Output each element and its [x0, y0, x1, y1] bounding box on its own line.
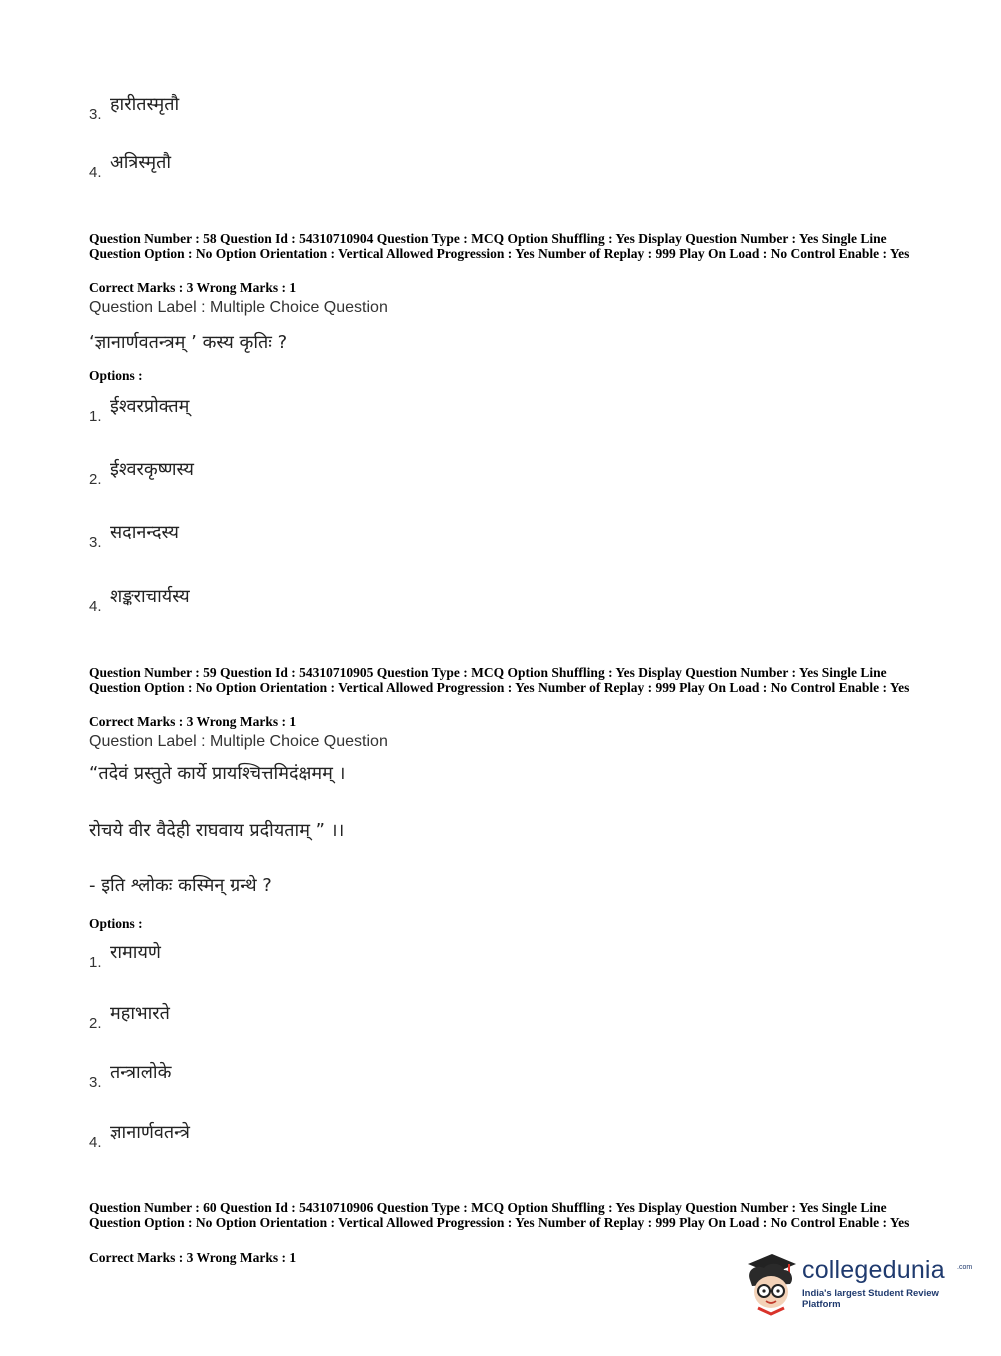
option-number: 3.	[89, 534, 102, 551]
q58-marks: Correct Marks : 3 Wrong Marks : 1	[89, 280, 297, 295]
mascot-icon	[742, 1250, 800, 1316]
option-text: रामायणे	[110, 942, 161, 963]
option-text: ज्ञानार्णवतन्त्रे	[110, 1122, 190, 1143]
q60-marks: Correct Marks : 3 Wrong Marks : 1	[89, 1250, 297, 1265]
option-text: तन्त्रालोके	[110, 1062, 172, 1083]
option-text: सदानन्दस्य	[110, 522, 179, 543]
q59-question-line-2: रोचये वीर वैदेही राघवाय प्रदीयताम् ” ।।	[89, 820, 345, 841]
option-text: महाभारते	[110, 1003, 170, 1024]
q59-question-line-3: - इति श्लोकः कस्मिन् ग्रन्थे ?	[89, 875, 272, 896]
q59-question-line-1: “तदेवं प्रस्तुते कार्ये प्रायश्चित्तमिदंक्षमम् ।	[89, 763, 346, 784]
option-text: अत्रिस्मृतौ	[110, 152, 172, 173]
option-number: 2.	[89, 471, 102, 488]
q59-options-heading: Options :	[89, 916, 143, 931]
collegedunia-logo	[742, 1250, 972, 1316]
q58-options-heading: Options :	[89, 368, 143, 383]
option-number: 3.	[89, 1074, 102, 1091]
option-number: 4.	[89, 598, 102, 615]
q60-metadata: Question Number : 60 Question Id : 54310710906 Question Type : MCQ Option Shuffling : Yes Display Question Number : Yes Single Line Question Option : No Option Orientation : Vertical Allowed Progression : Yes Number of Replay : 999 Play On Load : No Control Enable : Yes	[89, 1200, 910, 1230]
option-number: 4.	[89, 1134, 102, 1151]
q58-question-text: ‘ज्ञानार्णवतन्त्रम् ’ कस्य कृतिः ?	[89, 332, 288, 353]
q59-marks: Correct Marks : 3 Wrong Marks : 1	[89, 714, 297, 729]
q58-question-label: Question Label : Multiple Choice Question	[89, 299, 388, 316]
brand-tagline: India's largest Student Review Platform	[802, 1288, 939, 1310]
brand-com: .com	[957, 1264, 973, 1271]
option-text: ईश्वरप्रोक्तम्	[110, 396, 190, 417]
option-number: 3.	[89, 106, 102, 123]
option-text: शङ्कराचार्यस्य	[110, 586, 190, 607]
option-text: हारीतस्मृतौ	[110, 94, 180, 115]
option-number: 2.	[89, 1015, 102, 1032]
brand-name: collegedunia	[802, 1256, 945, 1284]
option-number: 1.	[89, 954, 102, 971]
option-number: 1.	[89, 408, 102, 425]
option-text: ईश्वरकृष्णस्य	[110, 459, 194, 480]
q59-question-label: Question Label : Multiple Choice Question	[89, 733, 388, 750]
q58-metadata: Question Number : 58 Question Id : 54310710904 Question Type : MCQ Option Shuffling : Yes Display Question Number : Yes Single Line Question Option : No Option Orientation : Vertical Allowed Progression : Yes Number of Replay : 999 Play On Load : No Control Enable : Yes	[89, 231, 910, 261]
option-number: 4.	[89, 164, 102, 181]
q59-metadata: Question Number : 59 Question Id : 54310710905 Question Type : MCQ Option Shuffling : Yes Display Question Number : Yes Single Line Question Option : No Option Orientation : Vertical Allowed Progression : Yes Number of Replay : 999 Play On Load : No Control Enable : Yes	[89, 665, 910, 695]
